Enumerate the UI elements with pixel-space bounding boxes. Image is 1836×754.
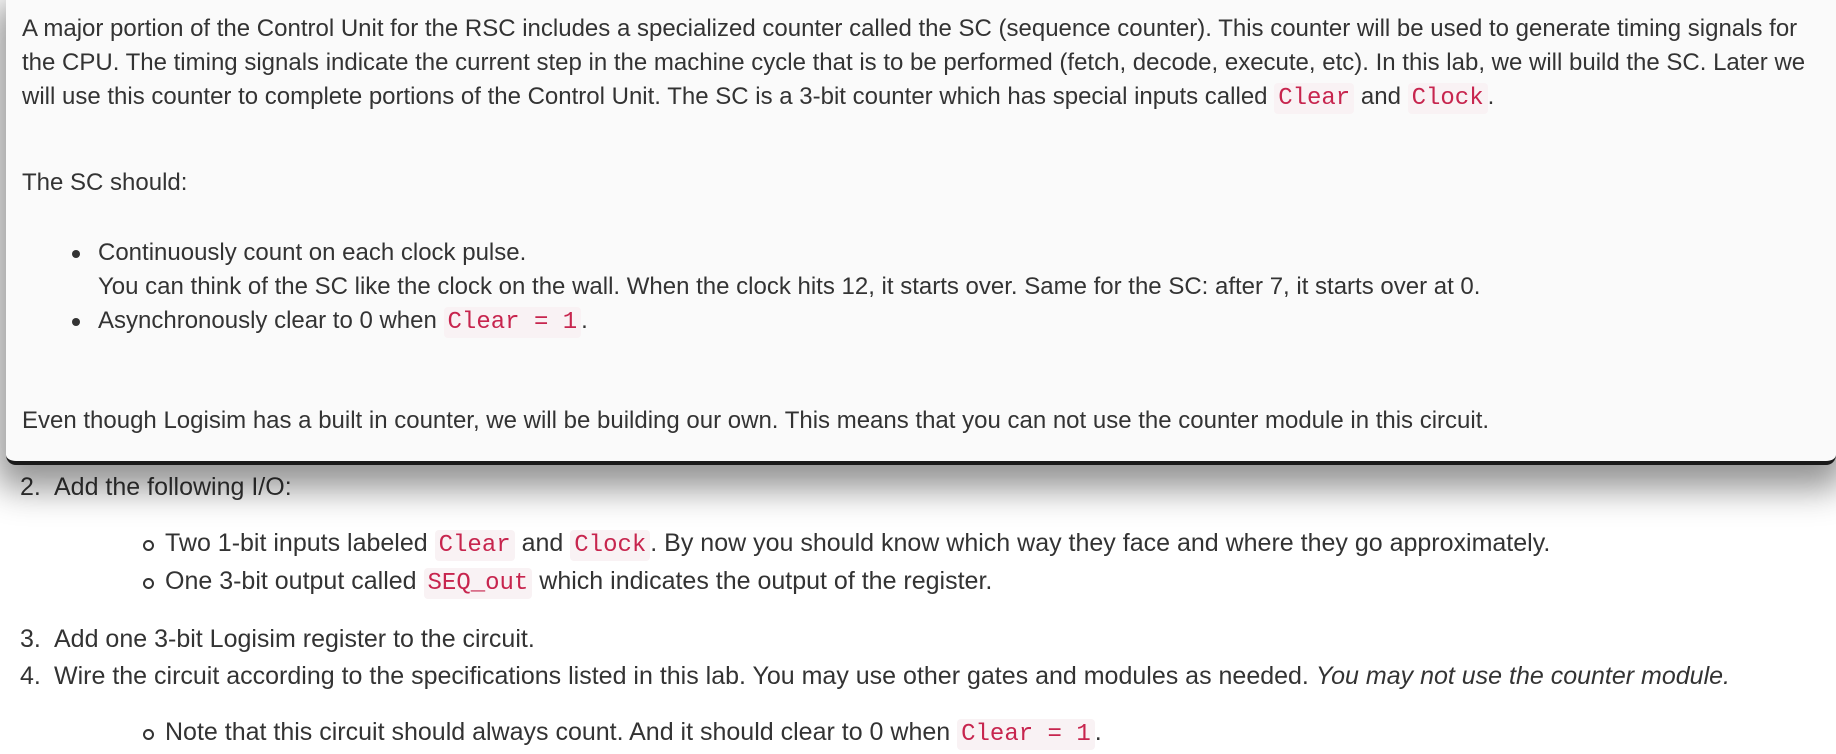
step-text: Add one 3-bit Logisim register to the circuit. [54,625,535,653]
step-3 [20,620,535,658]
step-text: Add the following I/O: [54,473,292,501]
step-text-italic: You may not use the counter module. [1315,662,1730,690]
sub-text: . [1094,718,1102,746]
list-item-text: Asynchronously clear to 0 when [98,307,437,334]
code-clock: Clock [1408,83,1488,114]
intro-text: A major portion of the Control Unit for the RSC includes a specialized counter called the SC (sequence counter). This counter will be used to generate timing signals for the CPU. The timing signals indicate the current step in the machine cycle that is to be performed (fetch, decode, execute, etc). In this lab, we will build the SC. Later we will use this counter to complete portions of the Control Unit. The SC is a 3-bit counter which has special inputs called [22,15,1806,110]
code-clear: Clear [1274,83,1354,114]
code-clear-eq-1: Clear = 1 [444,307,582,338]
counter-note-paragraph: Even though Logisim has a built in counter, we will be building our own. This means that you can not use the counter module in this circuit. [22,407,1490,434]
list-item-detail: You can think of the SC like the clock on the wall. When the clock hits 12, it starts over. Same for the SC: after 7, it starts over at 0. [98,273,1481,300]
sub-text: One 3-bit output called [165,567,417,595]
sub-text: . By now you should know which way they face and where they go approximately. [650,529,1551,557]
code-seq-out: SEQ_out [424,568,533,599]
step-4 [20,657,1730,695]
intro-text: . [1487,83,1495,110]
step-2 [20,468,292,506]
list-item [98,304,1822,340]
list-item [98,236,1822,304]
intro-paragraph [22,12,1822,116]
step-2-sub-inputs [165,524,1550,565]
requirements-heading: The SC should: [22,169,188,196]
list-item-text: . [581,307,588,334]
requirements-list [98,236,1822,340]
step-number: 3. [20,625,41,653]
sub-text: Two 1-bit inputs labeled [165,529,428,557]
code-clock: Clock [570,530,650,561]
sub-text: and [521,529,564,557]
step-4-sub-note [165,713,1102,754]
list-item-text: Continuously count on each clock pulse. [98,239,527,266]
code-clear: Clear [435,530,515,561]
step-text: Wire the circuit according to the specifications listed in this lab. You may use other gates and modules as needed. [54,662,1309,690]
step-2-sub-output [165,562,992,603]
step-number: 4. [20,662,41,690]
expanded-description-panel [6,0,1836,465]
intro-text: and [1360,83,1401,110]
sub-text: Note that this circuit should always count. And it should clear to 0 when [165,718,951,746]
step-number: 2. [20,473,41,501]
code-clear-eq-1: Clear = 1 [957,719,1095,750]
sub-text: which indicates the output of the register. [539,567,993,595]
